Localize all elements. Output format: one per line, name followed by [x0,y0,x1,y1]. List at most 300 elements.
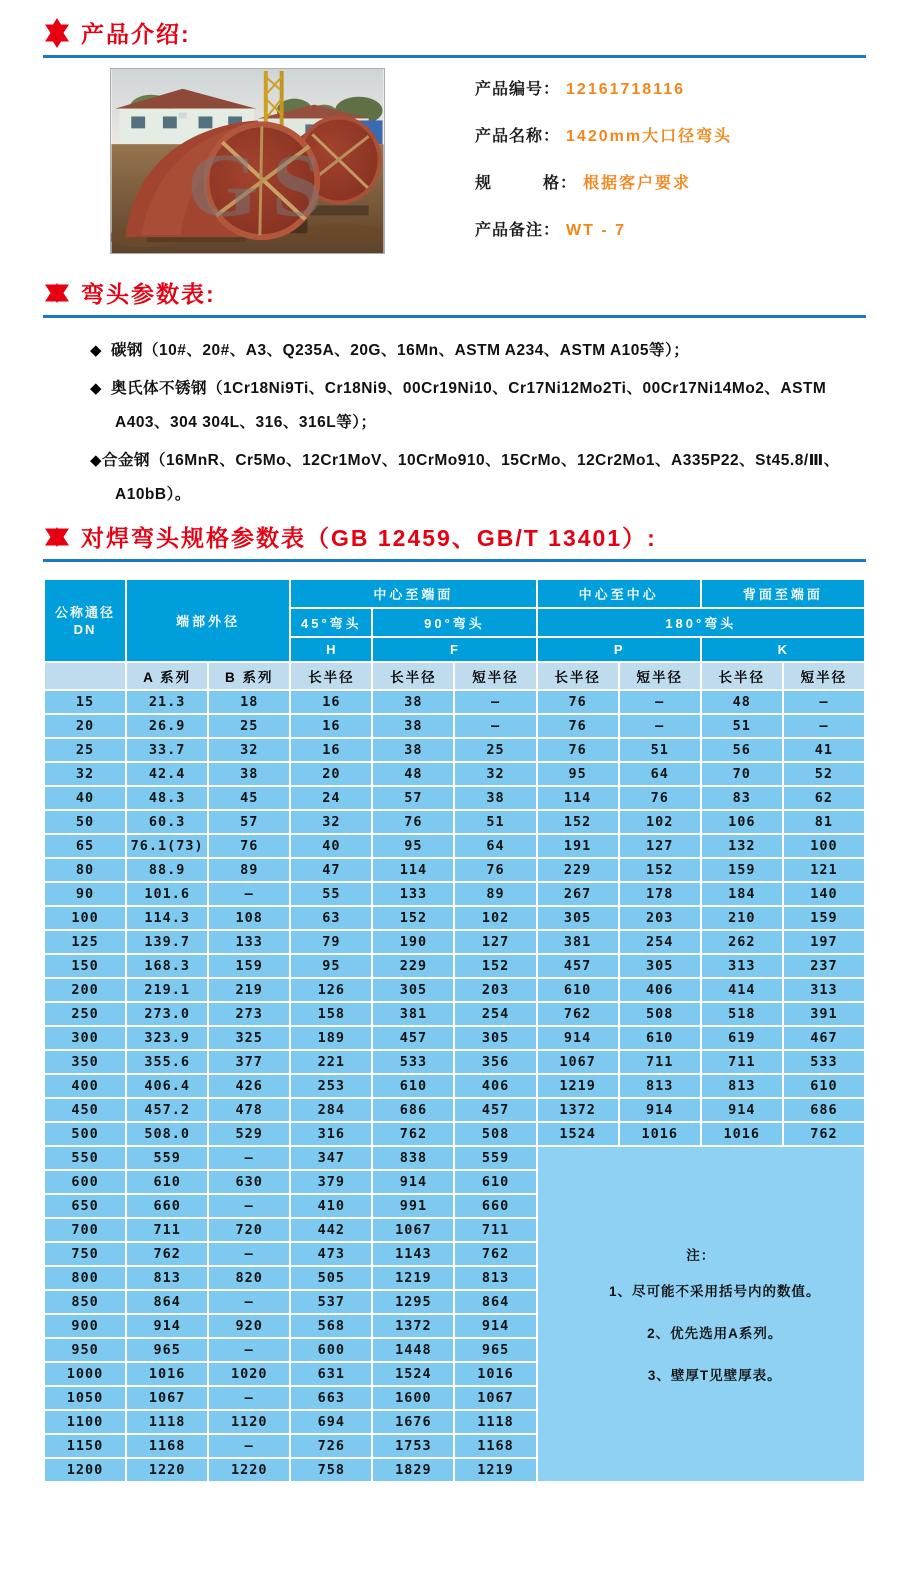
field-value: 12161718116 [566,81,686,98]
spec-cell: 81 [783,810,865,834]
spec-row [44,762,865,786]
spec-cell: 660 [126,1194,208,1218]
spec-cell: 25 [454,738,536,762]
spec-cell: 762 [126,1242,208,1266]
spec-cell: 568 [290,1314,372,1338]
sub-header-cell: B 系列 [208,662,290,690]
spec-cell: — [208,1290,290,1314]
spec-cell: 559 [454,1146,536,1170]
spec-cell: 711 [126,1218,208,1242]
spec-cell: 313 [783,978,865,1002]
spec-cell: 305 [619,954,701,978]
spec-cell: 89 [208,858,290,882]
spec-cell: — [619,690,701,714]
header-center-to-end: 中心至端面 [290,579,536,608]
spec-cell: — [208,1338,290,1362]
spec-cell: 16 [290,714,372,738]
section-spec-table [0,520,909,1483]
spec-cell: 51 [454,810,536,834]
photo-watermark: GS [187,134,337,236]
spec-cell: 89 [454,882,536,906]
spec-cell: 533 [783,1050,865,1074]
spec-cell: 813 [126,1266,208,1290]
spec-cell: 305 [454,1026,536,1050]
spec-cell: 400 [44,1074,126,1098]
spec-cell: 1220 [208,1458,290,1482]
spec-cell: 1753 [372,1434,454,1458]
spec-cell: 406 [619,978,701,1002]
spec-cell: 379 [290,1170,372,1194]
spec-cell: — [208,1146,290,1170]
spec-cell: 152 [454,954,536,978]
star-icon [43,18,71,48]
spec-cell: — [208,1194,290,1218]
spec-cell: 15 [44,690,126,714]
spec-cell: 720 [208,1218,290,1242]
spec-cell: 64 [619,762,701,786]
spec-row [44,786,865,810]
spec-cell: — [783,690,865,714]
materials-list [90,334,859,512]
spec-cell: 711 [619,1050,701,1074]
spec-cell: 355.6 [126,1050,208,1074]
spec-cell: 65 [44,834,126,858]
spec-cell: 38 [372,714,454,738]
spec-cell: 686 [372,1098,454,1122]
spec-cell: 16 [290,690,372,714]
spec-cell: 51 [701,714,783,738]
spec-cell: 47 [290,858,372,882]
spec-cell: 168.3 [126,954,208,978]
spec-cell: 559 [126,1146,208,1170]
field-label: 产品编号： [475,81,561,98]
section-title-row [43,276,909,309]
spec-cell: — [454,714,536,738]
spec-cell: 950 [44,1338,126,1362]
spec-cell: 40 [44,786,126,810]
section-divider [43,55,866,58]
spec-cell: 508 [619,1002,701,1026]
spec-cell: 267 [537,882,619,906]
spec-row [44,1122,865,1146]
header-center-to-center: 中心至中心 [537,579,701,608]
spec-cell: 600 [290,1338,372,1362]
spec-cell: 229 [372,954,454,978]
spec-cell: 1600 [372,1386,454,1410]
spec-cell: 32 [44,762,126,786]
spec-cell: 79 [290,930,372,954]
header-back-to-end: 背面至端面 [701,579,865,608]
spec-cell: 1219 [454,1458,536,1482]
note-item: 3、壁厚T见壁厚表。 [647,1368,782,1383]
spec-cell: 1220 [126,1458,208,1482]
spec-cell: 56 [701,738,783,762]
spec-cell: 1168 [126,1434,208,1458]
spec-cell: 381 [372,1002,454,1026]
spec-cell: 313 [701,954,783,978]
spec-cell: 1143 [372,1242,454,1266]
field-label: 产品名称： [475,128,561,145]
spec-row [44,714,865,738]
spec-cell: 457.2 [126,1098,208,1122]
header-row-groups [44,579,865,608]
spec-cell: 1219 [537,1074,619,1098]
spec-cell: 1295 [372,1290,454,1314]
spec-cell: 133 [208,930,290,954]
spec-cell: 48 [372,762,454,786]
spec-cell: 377 [208,1050,290,1074]
spec-cell: 920 [208,1314,290,1338]
spec-cell: 750 [44,1242,126,1266]
spec-cell: 508 [454,1122,536,1146]
spec-cell: 21.3 [126,690,208,714]
spec-cell: 1000 [44,1362,126,1386]
spec-cell: 25 [44,738,126,762]
spec-cell: 284 [290,1098,372,1122]
spec-cell: 325 [208,1026,290,1050]
spec-cell: 254 [619,930,701,954]
spec-cell: 762 [783,1122,865,1146]
spec-cell: 813 [619,1074,701,1098]
header-elbow-180: 180°弯头 [537,608,865,637]
section-divider [43,559,866,562]
spec-cell: 101.6 [126,882,208,906]
spec-cell: 914 [454,1314,536,1338]
spec-cell: 711 [701,1050,783,1074]
spec-cell: 102 [454,906,536,930]
spec-cell: 203 [454,978,536,1002]
spec-cell: 473 [290,1242,372,1266]
spec-cell: 51 [619,738,701,762]
sub-header-cell: A 系列 [126,662,208,690]
spec-cell: 864 [454,1290,536,1314]
spec-cell: 965 [126,1338,208,1362]
spec-row [44,834,865,858]
spec-cell: 610 [537,978,619,1002]
section-title-row [43,16,909,49]
spec-cell: 414 [701,978,783,1002]
spec-cell: 200 [44,978,126,1002]
spec-cell: 600 [44,1170,126,1194]
material-bullet-text: 碳钢（10#、20#、A3、Q235A、20G、16Mn、ASTM A234、ASTM A105等）； [111,342,690,359]
header-dn [44,579,126,662]
spec-cell: 610 [783,1074,865,1098]
header-end-od: 端部外径 [126,579,290,662]
spec-cell: 381 [537,930,619,954]
spec-cell: 1016 [454,1362,536,1386]
spec-cell: 38 [454,786,536,810]
spec-row [44,882,865,906]
section-title: 产品介绍: [81,21,191,47]
spec-cell: 610 [619,1026,701,1050]
field-label: 规 格： [475,175,578,192]
spec-cell: 457 [454,1098,536,1122]
spec-cell: 762 [454,1242,536,1266]
spec-cell: 1016 [126,1362,208,1386]
spec-cell: 660 [454,1194,536,1218]
spec-cell: 347 [290,1146,372,1170]
spec-cell: 610 [126,1170,208,1194]
spec-cell: 965 [454,1338,536,1362]
spec-cell: 518 [701,1002,783,1026]
spec-cell: — [208,882,290,906]
spec-cell: 126 [290,978,372,1002]
spec-cell: 125 [44,930,126,954]
section-product-intro [0,0,909,254]
spec-cell: 550 [44,1146,126,1170]
spec-cell: 442 [290,1218,372,1242]
spec-cell: 108 [208,906,290,930]
header-dn-sub: DN [73,621,97,637]
spec-cell: 57 [372,786,454,810]
product-field-row [475,123,732,145]
spec-cell: 1100 [44,1410,126,1434]
spec-cell: 1524 [537,1122,619,1146]
spec-cell: 191 [537,834,619,858]
material-bullet-text: 合金钢（16MnR、Cr5Mo、12Cr1MoV、10CrMo910、15CrMo、12Cr2Mo1、A335P22、St45.8/Ⅲ、A10bB）。 [102,452,840,503]
spec-table-header [44,579,865,690]
sub-header-cell: 短半径 [454,662,536,690]
spec-cell: 356 [454,1050,536,1074]
sub-header-cell: 长半径 [290,662,372,690]
spec-cell: 48.3 [126,786,208,810]
spec-cell: 76 [454,858,536,882]
table-note-area [537,1146,865,1482]
spec-cell: 76 [372,810,454,834]
spec-cell: 391 [783,1002,865,1026]
spec-cell: 88.9 [126,858,208,882]
spec-cell: 533 [372,1050,454,1074]
spec-cell: 262 [701,930,783,954]
sub-header-cell: 短半径 [619,662,701,690]
material-bullet [90,444,859,512]
header-f: F [372,637,536,662]
spec-cell: 203 [619,906,701,930]
spec-row [44,1098,865,1122]
spec-cell: 631 [290,1362,372,1386]
spec-cell: 219.1 [126,978,208,1002]
spec-cell: 1016 [701,1122,783,1146]
spec-cell: 500 [44,1122,126,1146]
header-elbow-45: 45°弯头 [290,608,372,637]
spec-cell: 1448 [372,1338,454,1362]
sub-header-cell: 长半径 [372,662,454,690]
sub-header-cell [44,662,126,690]
spec-cell: 700 [44,1218,126,1242]
spec-cell: 914 [701,1098,783,1122]
spec-cell: 505 [290,1266,372,1290]
spec-cell: 76 [537,738,619,762]
header-elbow-90: 90°弯头 [372,608,536,637]
spec-cell: 1676 [372,1410,454,1434]
spec-cell: 800 [44,1266,126,1290]
intro-body [0,68,909,254]
spec-cell: 457 [537,954,619,978]
spec-cell: 38 [372,738,454,762]
spec-cell: — [454,690,536,714]
spec-cell: 914 [619,1098,701,1122]
spec-cell: 316 [290,1122,372,1146]
spec-row [44,810,865,834]
spec-cell: 914 [126,1314,208,1338]
spec-cell: 1372 [372,1314,454,1338]
spec-cell: 121 [783,858,865,882]
product-field-row [475,170,732,192]
spec-row [44,930,865,954]
spec-cell: 42.4 [126,762,208,786]
spec-cell: — [783,714,865,738]
spec-cell: — [208,1434,290,1458]
spec-cell: 76.1(73) [126,834,208,858]
spec-cell: 40 [290,834,372,858]
spec-cell: 686 [783,1098,865,1122]
spec-cell: 323.9 [126,1026,208,1050]
spec-cell: 60.3 [126,810,208,834]
spec-cell: 619 [701,1026,783,1050]
header-h: H [290,637,372,662]
spec-cell: 62 [783,786,865,810]
spec-cell: 190 [372,930,454,954]
diamond-bullet-icon: ◆ [90,380,103,397]
diamond-bullet-icon: ◆ [90,342,103,359]
material-bullet-text: 奥氏体不锈钢（1Cr18Ni9Ti、Cr18Ni9、00Cr19Ni10、Cr17Ni12Mo2Ti、00Cr17Ni14Mo2、ASTM A403、304 304L、316、316L等）； [111,380,827,431]
section-materials [0,276,909,512]
spec-cell: 152 [619,858,701,882]
spec-cell: 18 [208,690,290,714]
spec-cell: 76 [208,834,290,858]
spec-cell: 139.7 [126,930,208,954]
sub-header-cell: 短半径 [783,662,865,690]
spec-cell: 1016 [619,1122,701,1146]
spec-cell: 762 [372,1122,454,1146]
spec-row [44,1050,865,1074]
spec-cell: 189 [290,1026,372,1050]
spec-cell: 711 [454,1218,536,1242]
spec-row [44,690,865,714]
spec-cell: 254 [454,1002,536,1026]
spec-cell: 152 [537,810,619,834]
spec-table-body [44,690,865,1482]
spec-cell: 406.4 [126,1074,208,1098]
spec-cell: 864 [126,1290,208,1314]
spec-cell: 55 [290,882,372,906]
spec-cell: 991 [372,1194,454,1218]
spec-cell: 70 [701,762,783,786]
spec-cell: 132 [701,834,783,858]
spec-cell: 250 [44,1002,126,1026]
header-row-series-radius [44,662,865,690]
spec-cell: 76 [537,714,619,738]
spec-row [44,954,865,978]
spec-cell: 100 [783,834,865,858]
spec-cell: 52 [783,762,865,786]
spec-cell: 850 [44,1290,126,1314]
spec-cell: 813 [454,1266,536,1290]
spec-cell: 1118 [126,1410,208,1434]
spec-cell: 24 [290,786,372,810]
spec-cell: 158 [290,1002,372,1026]
spec-cell: 1067 [537,1050,619,1074]
note-label: 注： [686,1248,716,1263]
section-divider [43,315,866,318]
spec-cell: 38 [372,690,454,714]
spec-cell: 102 [619,810,701,834]
spec-cell: 100 [44,906,126,930]
spec-cell: 83 [701,786,783,810]
spec-cell: 610 [454,1170,536,1194]
spec-cell: 150 [44,954,126,978]
spec-cell: 1050 [44,1386,126,1410]
spec-cell: 210 [701,906,783,930]
material-bullet [90,334,859,368]
spec-cell: 1120 [208,1410,290,1434]
spec-cell: 508.0 [126,1122,208,1146]
diamond-bullet-icon: ◆ [90,452,103,469]
spec-cell: 114.3 [126,906,208,930]
spec-cell: 229 [537,858,619,882]
spec-cell: 26.9 [126,714,208,738]
spec-cell: 127 [619,834,701,858]
spec-cell: 300 [44,1026,126,1050]
spec-cell: 450 [44,1098,126,1122]
spec-cell: 95 [372,834,454,858]
spec-cell: 726 [290,1434,372,1458]
note-item: 2、优先选用A系列。 [647,1326,783,1341]
spec-cell: 114 [537,786,619,810]
spec-cell: 33.7 [126,738,208,762]
field-value: 1420mm大口径弯头 [566,128,733,145]
spec-cell: 221 [290,1050,372,1074]
spec-cell: 1118 [454,1410,536,1434]
spec-cell: 1829 [372,1458,454,1482]
spec-cell: 114 [372,858,454,882]
spec-cell: 76 [537,690,619,714]
spec-cell: 426 [208,1074,290,1098]
spec-row [44,1002,865,1026]
spec-cell: 1372 [537,1098,619,1122]
spec-cell: 610 [372,1074,454,1098]
spec-cell: 237 [783,954,865,978]
spec-cell: 63 [290,906,372,930]
spec-cell: 32 [454,762,536,786]
spec-row [44,1074,865,1098]
spec-cell: 64 [454,834,536,858]
spec-cell: 50 [44,810,126,834]
spec-cell: 140 [783,882,865,906]
field-label: 产品备注： [475,222,561,239]
section-title-row [43,520,909,553]
spec-cell: 1067 [372,1218,454,1242]
field-value: 根据客户要求 [583,175,692,192]
spec-cell: 630 [208,1170,290,1194]
sub-header-cell: 长半径 [701,662,783,690]
spec-cell: 106 [701,810,783,834]
header-k: K [701,637,865,662]
spec-cell: 663 [290,1386,372,1410]
spec-cell: 305 [537,906,619,930]
spec-cell: 1524 [372,1362,454,1386]
spec-cell: 305 [372,978,454,1002]
spec-cell: 758 [290,1458,372,1482]
spec-cell: 1020 [208,1362,290,1386]
spec-cell: 838 [372,1146,454,1170]
product-info [475,68,732,254]
spec-cell: 159 [701,858,783,882]
spec-cell: 410 [290,1194,372,1218]
spec-cell: 178 [619,882,701,906]
spec-cell: 76 [619,786,701,810]
spec-row [44,906,865,930]
